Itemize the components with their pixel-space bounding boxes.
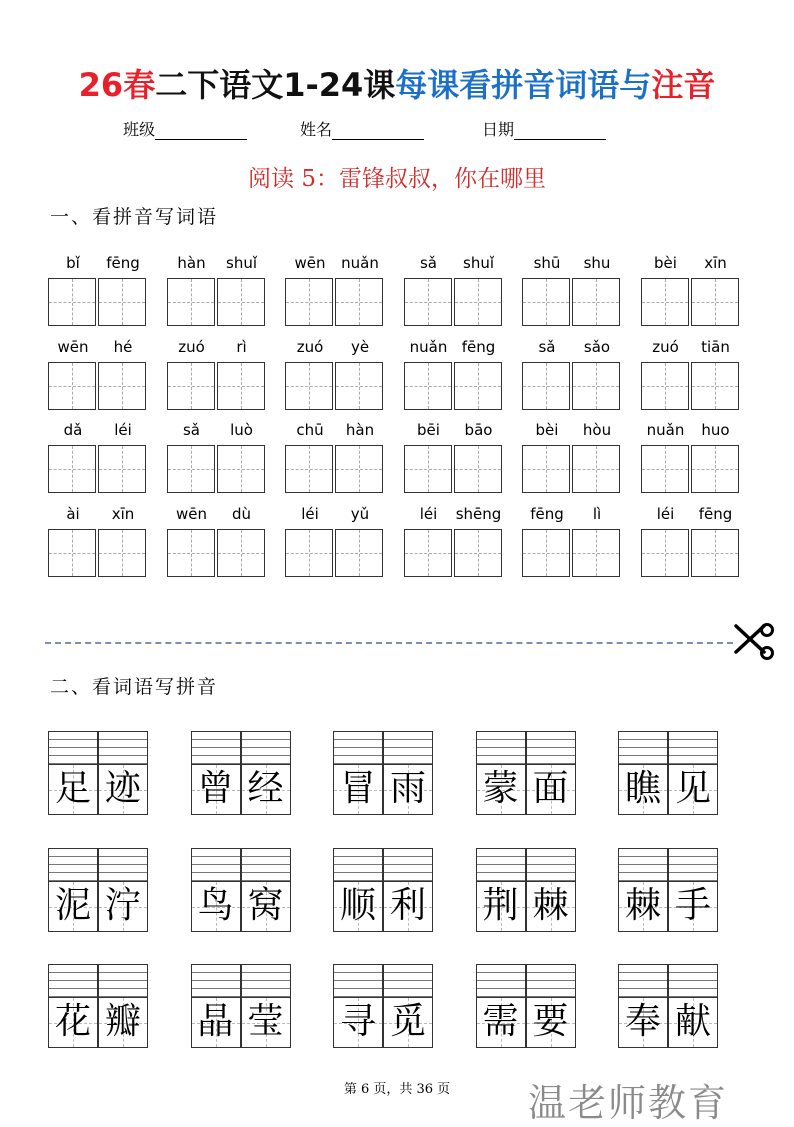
writing-box[interactable] [404,278,452,326]
pinyin-syllable: bèi [654,254,677,272]
writing-box[interactable] [641,445,689,493]
character-box [383,998,433,1048]
character-box [668,765,718,815]
pinyin-writing-lines[interactable] [476,964,526,998]
character: 要 [532,1001,569,1042]
writing-box[interactable] [335,445,383,493]
writing-box[interactable] [522,278,570,326]
character: 曾 [197,768,234,809]
pinyin-writing-lines[interactable] [668,964,718,998]
pinyin-writing-lines[interactable] [241,848,291,882]
pinyin-writing-lines[interactable] [48,848,98,882]
writing-box[interactable] [641,278,689,326]
pinyin-syllable: ài [66,505,80,523]
writing-box[interactable] [167,445,215,493]
pinyin-syllable: fēng [698,505,733,523]
character-box [191,882,241,932]
character: 蒙 [482,768,519,809]
writing-box[interactable] [404,445,452,493]
character: 迹 [104,768,141,809]
pinyin-syllable: shu [583,254,611,272]
writing-box[interactable] [404,529,452,577]
pinyin-syllable: wēn [57,338,89,356]
character: 觅 [389,1001,426,1042]
date-field [482,117,606,140]
character-box [98,998,148,1048]
character-box [526,882,576,932]
pinyin-writing-lines[interactable] [668,848,718,882]
character-box [333,882,383,932]
name-blank [332,123,424,140]
pinyin-writing-lines[interactable] [476,731,526,765]
writing-box[interactable] [217,278,265,326]
writing-box[interactable] [522,445,570,493]
writing-box[interactable] [285,362,333,410]
writing-box[interactable] [167,362,215,410]
pinyin-syllable: xīn [111,505,135,523]
pinyin-syllable: bāo [464,421,493,439]
pinyin-syllable: hé [113,338,133,356]
pinyin-syllable: tiān [701,338,730,356]
character: 寻 [339,1001,376,1042]
writing-box[interactable] [454,278,502,326]
character: 泥 [54,885,91,926]
character: 足 [54,768,91,809]
writing-box[interactable] [98,278,146,326]
pinyin-writing-lines[interactable] [476,848,526,882]
pinyin-writing-lines[interactable] [618,964,668,998]
pinyin-writing-lines[interactable] [383,964,433,998]
pinyin-syllable: zuó [296,338,324,356]
page-title [0,60,794,106]
pinyin-writing-lines[interactable] [191,964,241,998]
character-box [48,998,98,1048]
pinyin-writing-lines[interactable] [98,848,148,882]
writing-box[interactable] [48,529,96,577]
pinyin-syllable: bèi [535,421,559,439]
scissors-icon [730,622,776,664]
writing-box[interactable] [691,445,739,493]
pinyin-writing-lines[interactable] [98,731,148,765]
character: 利 [389,885,426,926]
writing-box[interactable] [335,362,383,410]
character-box [526,765,576,815]
writing-box[interactable] [641,362,689,410]
character-box [526,998,576,1048]
pinyin-syllable: léi [301,505,319,523]
pinyin-writing-lines[interactable] [383,731,433,765]
writing-box[interactable] [285,278,333,326]
pinyin-writing-lines[interactable] [668,731,718,765]
character-box [191,765,241,815]
pinyin-syllable: bēi [417,421,440,439]
character: 经 [247,768,284,809]
character: 窝 [247,885,284,926]
character: 顺 [339,885,376,926]
date-label: 日期 [482,120,515,139]
character-box [98,882,148,932]
character: 莹 [247,1001,284,1042]
pinyin-writing-lines[interactable] [191,848,241,882]
writing-box[interactable] [522,362,570,410]
pinyin-writing-lines[interactable] [333,731,383,765]
writing-box[interactable] [335,529,383,577]
character: 面 [532,768,569,809]
pinyin-writing-lines[interactable] [333,964,383,998]
character-box [48,882,98,932]
character-box [333,998,383,1048]
character: 需 [482,1001,519,1042]
watermark: 温老师教育 [528,1081,729,1125]
character: 棘 [624,885,661,926]
writing-box[interactable] [641,529,689,577]
pinyin-writing-lines[interactable] [333,848,383,882]
character-box [476,882,526,932]
writing-box[interactable] [167,529,215,577]
character-box [618,998,668,1048]
writing-box[interactable] [454,529,502,577]
name-label: 姓名 [300,120,333,139]
title-part-3: 每课看拼音词语与 [395,66,652,104]
pinyin-writing-lines[interactable] [618,848,668,882]
character-box [241,998,291,1048]
page-footer: 第 6 页，共 36 页 [343,1082,451,1097]
pinyin-syllable: dǎ [63,421,83,439]
writing-box[interactable] [98,445,146,493]
class-blank [155,123,247,140]
character-box [383,882,433,932]
pinyin-syllable: wēn [175,505,207,523]
class-label: 班级 [123,120,156,139]
lesson-subtitle: 阅读 5：雷锋叔叔，你在哪里 [248,166,546,192]
character: 雨 [389,768,426,809]
writing-box[interactable] [217,529,265,577]
pinyin-syllable: fēng [530,505,564,523]
writing-box[interactable] [691,278,739,326]
pinyin-writing-lines[interactable] [98,964,148,998]
character-box [618,882,668,932]
writing-box[interactable] [217,362,265,410]
character: 鸟 [197,885,234,926]
pinyin-syllable: sǎ [182,421,200,439]
character: 棘 [532,885,569,926]
character-box [476,765,526,815]
section-1-heading: 一、看拼音写词语 [50,206,219,228]
character: 荆 [482,885,519,926]
pinyin-writing-lines[interactable] [526,964,576,998]
character-box [618,765,668,815]
pinyin-syllable: shū [533,254,561,272]
pinyin-syllable: sǎo [583,338,611,356]
writing-box[interactable] [691,362,739,410]
writing-box[interactable] [285,445,333,493]
title-part-2: 二下语文1-24课 [155,66,396,104]
pinyin-syllable: shuǐ [463,254,494,272]
pinyin-syllable: dù [231,505,252,523]
pinyin-writing-lines[interactable] [383,848,433,882]
character: 瓣 [104,1001,141,1042]
title-part-1: 26春 [78,66,156,104]
pinyin-writing-lines[interactable] [48,731,98,765]
writing-box[interactable] [98,362,146,410]
pinyin-syllable: fēng [461,338,496,356]
writing-box[interactable] [217,445,265,493]
character-box [48,765,98,815]
writing-box[interactable] [454,362,502,410]
character-box [241,765,291,815]
section-2-heading: 二、看词语写拼音 [50,676,219,698]
writing-box[interactable] [572,362,620,410]
cut-line [45,642,733,644]
pinyin-syllable: huo [701,421,730,439]
writing-box[interactable] [48,445,96,493]
pinyin-syllable: léi [114,421,132,439]
writing-box[interactable] [404,362,452,410]
writing-box[interactable] [572,529,620,577]
character-box [241,882,291,932]
pinyin-syllable: wēn [294,254,326,272]
title-part-4: 注音 [651,66,716,104]
writing-box[interactable] [285,529,333,577]
writing-box[interactable] [522,529,570,577]
writing-box[interactable] [167,278,215,326]
character: 晶 [197,1001,234,1042]
character-box [383,765,433,815]
pinyin-syllable: hòu [582,421,612,439]
pinyin-syllable: shuǐ [226,254,257,272]
pinyin-syllable: chū [296,421,324,439]
pinyin-syllable: nuǎn [341,254,379,272]
writing-box[interactable] [572,445,620,493]
pinyin-writing-lines[interactable] [191,731,241,765]
character: 献 [674,1001,711,1042]
class-field [123,117,247,140]
pinyin-writing-lines[interactable] [241,964,291,998]
pinyin-syllable: nuǎn [646,421,685,439]
pinyin-writing-lines[interactable] [48,964,98,998]
character-box [191,998,241,1048]
pinyin-writing-lines[interactable] [526,848,576,882]
pinyin-syllable: rì [236,338,247,356]
pinyin-writing-lines[interactable] [618,731,668,765]
writing-box[interactable] [454,445,502,493]
pinyin-syllable: hàn [345,421,375,439]
pinyin-syllable: lì [592,505,602,523]
character-box [476,998,526,1048]
character: 冒 [339,768,376,809]
pinyin-syllable: sǎ [538,338,556,356]
character: 手 [674,885,711,926]
pinyin-syllable: shēng [455,505,502,523]
writing-box[interactable] [335,278,383,326]
character: 奉 [624,1001,661,1042]
student-info [0,117,794,139]
pinyin-writing-lines[interactable] [241,731,291,765]
pinyin-syllable: xīn [704,254,727,272]
character: 瞧 [624,768,661,809]
pinyin-syllable: bǐ [66,254,80,272]
character-box [98,765,148,815]
date-blank [514,123,606,140]
pinyin-syllable: léi [656,505,675,523]
pinyin-syllable: zuó [652,338,679,356]
writing-box[interactable] [98,529,146,577]
writing-box[interactable] [572,278,620,326]
pinyin-syllable: fēng [106,254,140,272]
character: 见 [674,768,711,809]
character-box [668,998,718,1048]
pinyin-syllable: zuó [178,338,205,356]
character: 泞 [104,885,141,926]
writing-box[interactable] [48,278,96,326]
pinyin-syllable: luò [230,421,253,439]
character-box [668,882,718,932]
pinyin-writing-lines[interactable] [526,731,576,765]
pinyin-syllable: léi [419,505,438,523]
character-box [333,765,383,815]
pinyin-syllable: hàn [177,254,206,272]
pinyin-syllable: sǎ [419,254,437,272]
pinyin-syllable: nuǎn [409,338,448,356]
pinyin-syllable: yǔ [350,505,370,523]
name-field [300,117,424,140]
pinyin-syllable: yè [350,338,370,356]
writing-box[interactable] [48,362,96,410]
writing-box[interactable] [691,529,739,577]
character: 花 [54,1001,91,1042]
